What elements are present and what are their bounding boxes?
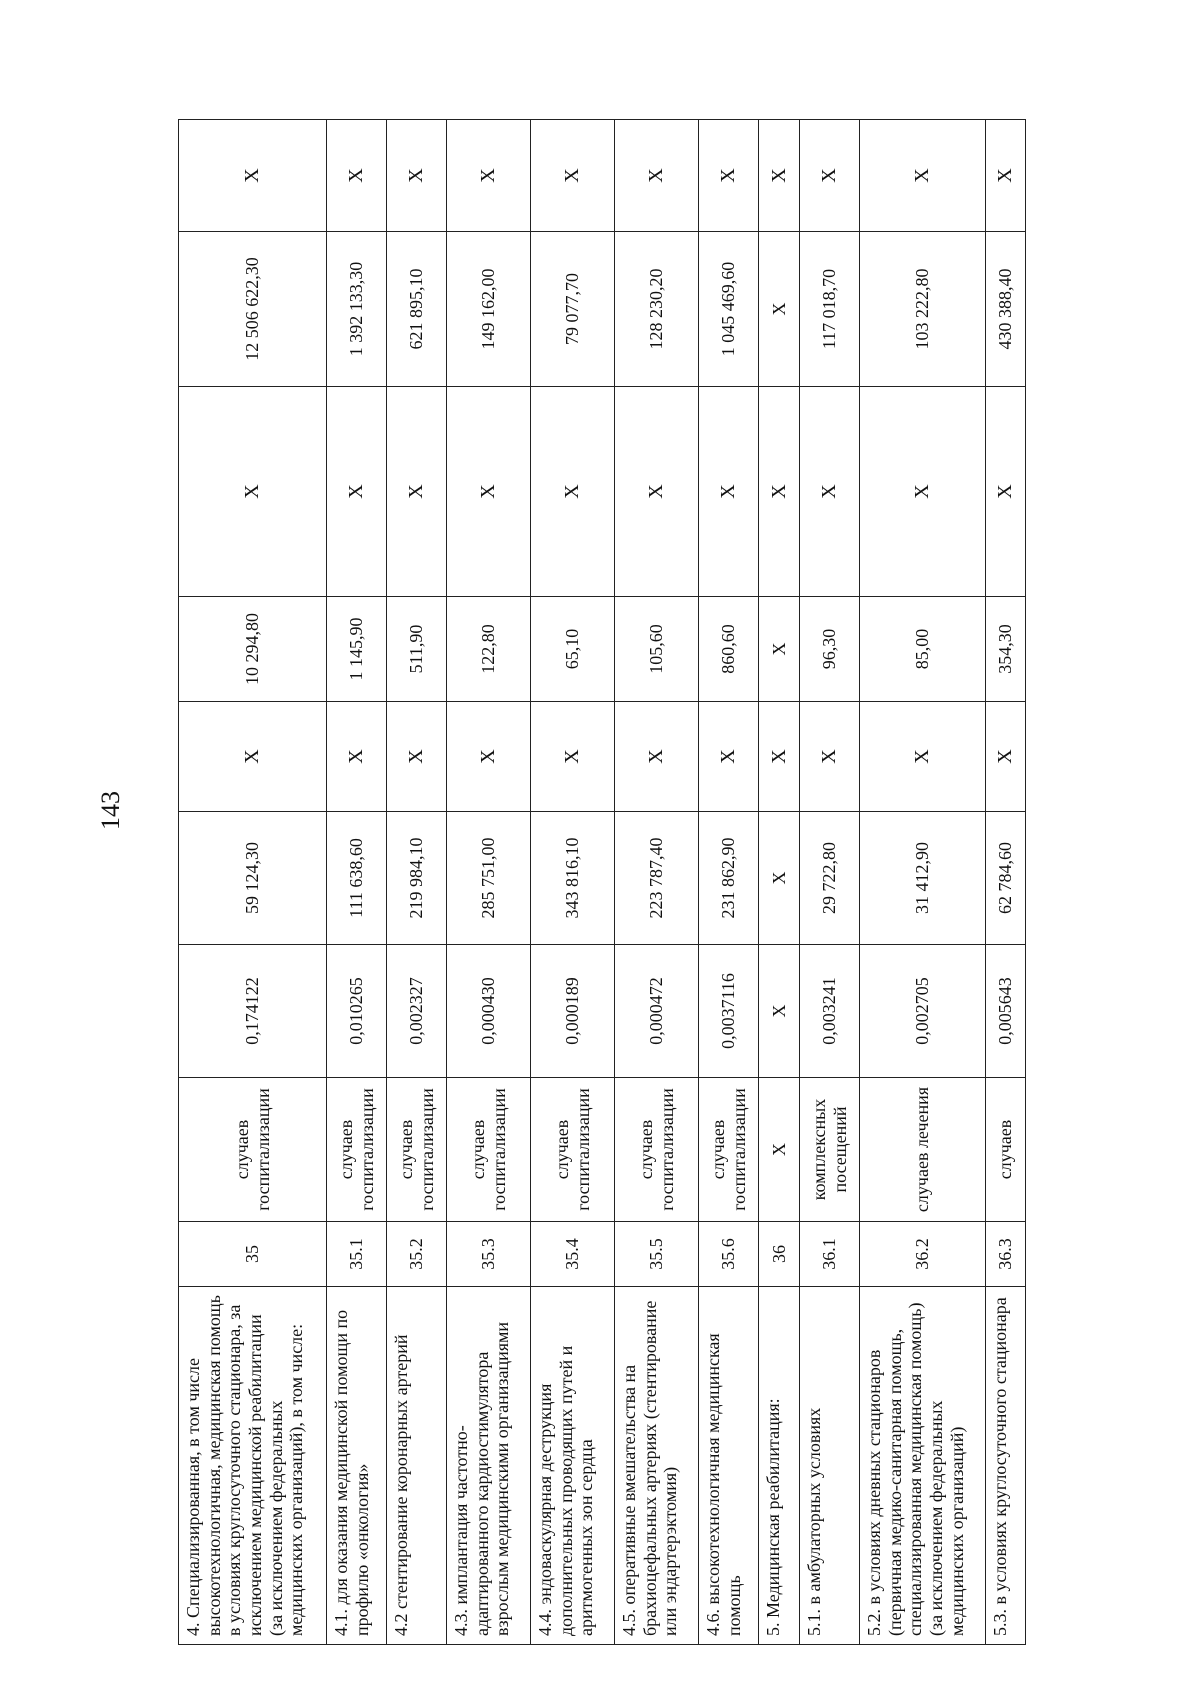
unit-cell: случаев госпитализации [447,1078,531,1222]
mark-cell: X [986,120,1026,232]
mark-cell: X [860,702,986,812]
per-capita-cell: 122,80 [447,597,531,702]
table-row [699,120,759,1645]
unit-cell: случаев [986,1078,1026,1222]
row-number-cell: 35.6 [699,1222,759,1287]
row-name-cell: 5.3. в условиях круглосуточного стационара [986,1287,1026,1645]
row-number-cell: 36.3 [986,1222,1026,1287]
row-number-cell: 36.1 [800,1222,860,1287]
row-name-cell: 5.2. в условиях дневных стационаров (первичная медико-санитарная помощь, специализированная медицинская помощь) (за исключением федеральных медицинских организаций) [860,1287,986,1645]
table-row [800,120,860,1645]
row-number-cell: 35.4 [531,1222,615,1287]
row-name-cell: 4.1. для оказания медицинской помощи по профилю «онкология» [327,1287,387,1645]
row-number-cell: 36 [759,1222,800,1287]
norm-cell: 0,174122 [179,945,327,1078]
table-row [759,120,800,1645]
row-name-cell: 4.2 стентирование коронарных артерий [387,1287,447,1645]
per-capita-cell: 65,10 [531,597,615,702]
page-number: 143 [96,791,125,830]
row-number-cell: 35.1 [327,1222,387,1287]
row-name-cell: 5.1. в амбулаторных условиях [800,1287,860,1645]
norm-cell: 0,0037116 [699,945,759,1078]
mark-cell: X [986,702,1026,812]
table-row [327,120,387,1645]
rotated-table-wrapper [178,119,1026,1645]
mark-cell: X [179,387,327,597]
per-capita-cell: 105,60 [615,597,699,702]
mark-cell: X [447,702,531,812]
cost-cell: 223 787,40 [615,812,699,945]
mark-cell: X [699,387,759,597]
mark-cell: X [759,120,800,232]
norm-cell: X [759,945,800,1078]
cost-cell: 29 722,80 [800,812,860,945]
row-number-cell: 35 [179,1222,327,1287]
total-cell: 1 392 133,30 [327,232,387,387]
table-row [860,120,986,1645]
mark-cell: X [387,387,447,597]
total-cell: 430 388,40 [986,232,1026,387]
mark-cell: X [531,387,615,597]
unit-cell: случаев лечения [860,1078,986,1222]
mark-cell: X [759,387,800,597]
norm-cell: 0,000472 [615,945,699,1078]
cost-cell: X [759,812,800,945]
mark-cell: X [531,702,615,812]
mark-cell: X [179,702,327,812]
total-cell: 1 045 469,60 [699,232,759,387]
table-row [387,120,447,1645]
mark-cell: X [615,120,699,232]
mark-cell: X [179,120,327,232]
table-row [531,120,615,1645]
per-capita-cell: 1 145,90 [327,597,387,702]
cost-cell: 111 638,60 [327,812,387,945]
total-cell: 12 506 622,30 [179,232,327,387]
row-number-cell: 35.3 [447,1222,531,1287]
mark-cell: X [327,702,387,812]
unit-cell: случаев госпитализации [327,1078,387,1222]
cost-cell: 62 784,60 [986,812,1026,945]
row-number-cell: 35.5 [615,1222,699,1287]
mark-cell: X [387,702,447,812]
per-capita-cell: 10 294,80 [179,597,327,702]
norm-cell: 0,010265 [327,945,387,1078]
total-cell: 117 018,70 [800,232,860,387]
table-row [447,120,531,1645]
row-name-cell: 5. Медицинская реабилитация: [759,1287,800,1645]
row-name-cell: 4.4. эндоваскулярная деструкция дополнительных проводящих путей и аритмогенных зон сердца [531,1287,615,1645]
norm-cell: 0,003241 [800,945,860,1078]
row-name-cell: 4.6. высокотехнологичная медицинская помощь [699,1287,759,1645]
cost-cell: 219 984,10 [387,812,447,945]
cost-cell: 343 816,10 [531,812,615,945]
total-cell: 621 895,10 [387,232,447,387]
cost-cell: 231 862,90 [699,812,759,945]
mark-cell: X [531,120,615,232]
unit-cell: случаев госпитализации [387,1078,447,1222]
row-name-cell: 4. Специализированная, в том числе высокотехнологичная, медицинская помощь в условиях круглосуточного стационара, за исключением медицинской реабилитации (за исключением федеральных медицинских организаций), в том числе: [179,1287,327,1645]
per-capita-cell: X [759,597,800,702]
unit-cell: случаев госпитализации [615,1078,699,1222]
mark-cell: X [447,387,531,597]
mark-cell: X [615,702,699,812]
total-cell: 79 077,70 [531,232,615,387]
mark-cell: X [699,120,759,232]
mark-cell: X [800,702,860,812]
total-cell: X [759,232,800,387]
total-cell: 149 162,00 [447,232,531,387]
table-row [179,120,327,1645]
mark-cell: X [860,120,986,232]
mark-cell: X [860,387,986,597]
unit-cell: комплексных посещений [800,1078,860,1222]
mark-cell: X [800,387,860,597]
norm-cell: 0,000189 [531,945,615,1078]
mark-cell: X [327,120,387,232]
cost-cell: 31 412,90 [860,812,986,945]
mark-cell: X [800,120,860,232]
per-capita-cell: 96,30 [800,597,860,702]
norm-cell: 0,005643 [986,945,1026,1078]
row-number-cell: 35.2 [387,1222,447,1287]
mark-cell: X [615,387,699,597]
row-name-cell: 4.5. оперативные вмешательства на брахиоцефальных артериях (стентирование или эндартерэктомия) [615,1287,699,1645]
norm-cell: 0,000430 [447,945,531,1078]
per-capita-cell: 860,60 [699,597,759,702]
total-cell: 128 230,20 [615,232,699,387]
per-capita-cell: 85,00 [860,597,986,702]
table-row [615,120,699,1645]
per-capita-cell: 354,30 [986,597,1026,702]
mark-cell: X [986,387,1026,597]
mark-cell: X [387,120,447,232]
cost-cell: 59 124,30 [179,812,327,945]
cost-cell: 285 751,00 [447,812,531,945]
norm-cell: 0,002705 [860,945,986,1078]
mark-cell: X [759,702,800,812]
norm-cell: 0,002327 [387,945,447,1078]
mark-cell: X [327,387,387,597]
table-row [986,120,1026,1645]
unit-cell: X [759,1078,800,1222]
row-number-cell: 36.2 [860,1222,986,1287]
financing-table [178,119,1026,1645]
per-capita-cell: 511,90 [387,597,447,702]
mark-cell: X [447,120,531,232]
unit-cell: случаев госпитализации [179,1078,327,1222]
unit-cell: случаев госпитализации [699,1078,759,1222]
row-name-cell: 4.3. имплантация частотно-адаптированного кардиостимулятора взрослым медицинскими организациями [447,1287,531,1645]
unit-cell: случаев госпитализации [531,1078,615,1222]
mark-cell: X [699,702,759,812]
total-cell: 103 222,80 [860,232,986,387]
